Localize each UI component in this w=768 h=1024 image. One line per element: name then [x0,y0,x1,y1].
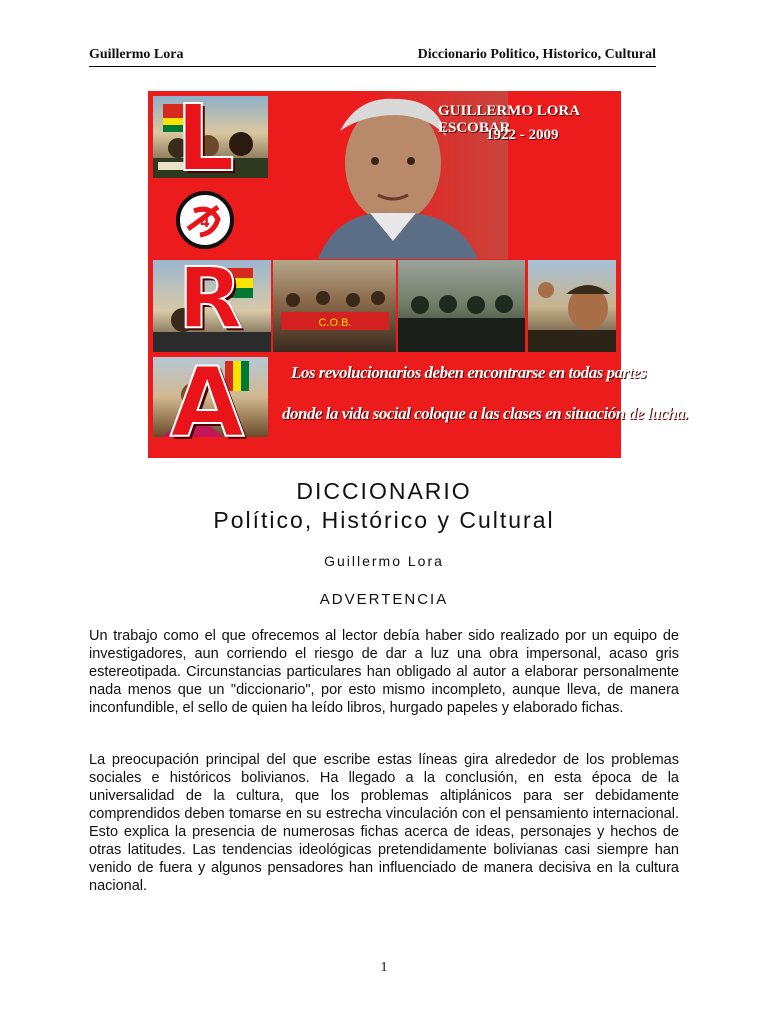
svg-text:C.O.B.: C.O.B. [318,317,352,329]
cover-years: 1922 - 2009 [486,127,559,143]
photo-cob-march [273,260,396,352]
header-author: Guillermo Lora [89,47,184,62]
document-title: DICCIONARIO [296,478,472,504]
party-emblem-icon [174,189,236,251]
header-book-title: Diccionario Politico, Historico, Cultural [417,47,656,62]
paragraph-2: La preocupación principal del que escribe estas líneas gira alrededor de los problemas sociales e históricos bolivianos. Ha llegado a la conclusión, en esta época de la universalidad de la cultura, que los problemas altiplánicos para ser debidamente comprendidos deben tomarse en su estrecha vinculación con el pensamiento internacional. Esto explica la presencia de numerosas fichas acerca de ideas, personajes y hechos de otras latitudes. Las tendencias ideológicas pretendidamente bolivianas casi siempre han venido de fuera y algunos pensadores han influenciado de manera decisiva en la cultura nacional. [89,752,679,894]
cover-letter-a: A [170,347,245,459]
document-author: Guillermo Lora [324,553,444,569]
cover-slogan-line-2: donde la vida social coloque a las clases en situación de lucha. [282,404,689,423]
section-heading: ADVERTENCIA [319,591,449,608]
cover-slogan-line-1: Los revolucionarios deben encontrarse en todas partes [291,363,647,382]
cover-name: GUILLERMO LORA ESCOBAR [438,103,580,136]
document-subtitle: Político, Histórico y Cultural [213,507,555,533]
running-header [89,46,656,67]
cover-image [148,85,689,459]
cover-letter-l: L [176,85,235,192]
page-number: 1 [380,960,388,975]
svg-text:4: 4 [200,215,210,231]
photo-protesters [528,260,616,352]
photo-police-line [398,260,525,352]
cover-letter-r: R [178,249,243,347]
paragraph-1: Un trabajo como el que ofrecemos al lector debía haber sido realizado por un equipo de investigadores, aun corriendo el riesgo de dar a luz una obra impersonal, acaso gris estereotipada. Circunstancias particulares han obligado al autor a elaborar personalmente nada menos que un "diccionario", por esto mismo incompleto, aunque lleva, de manera inconfundible, el sello de quien ha leído libros, hurgado papeles y elaborado fichas. [89,628,679,716]
